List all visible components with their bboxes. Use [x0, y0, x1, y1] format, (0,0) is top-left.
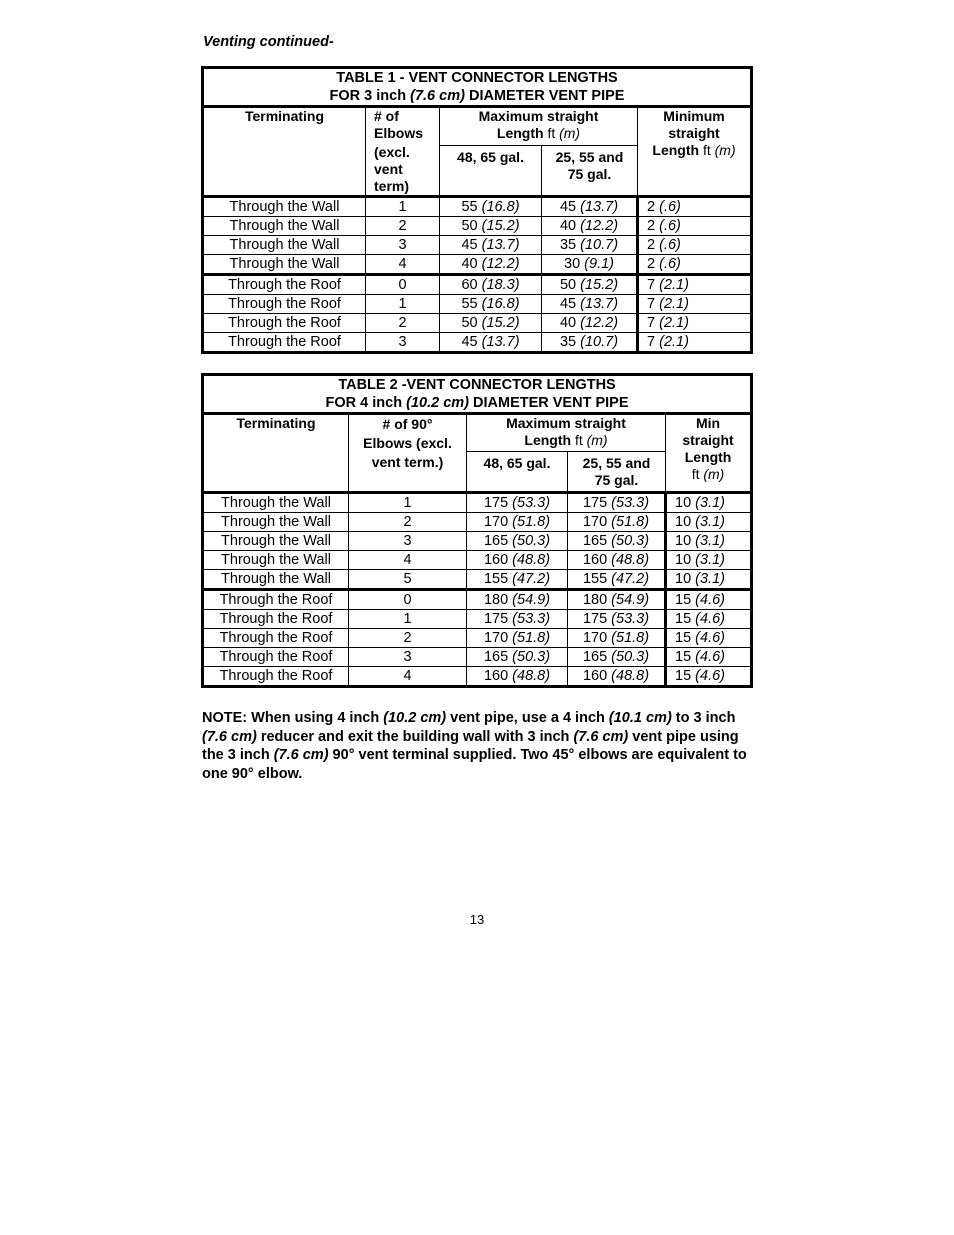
- cell-min-length: 7 (2.1): [638, 333, 752, 353]
- cell-length-25-55-75: 160 (48.8): [568, 551, 666, 570]
- cell-elbows: 0: [349, 590, 467, 610]
- caption-line-2: FOR 4 inch (10.2 cm) DIAMETER VENT PIPE: [325, 395, 629, 411]
- table-row: [203, 590, 752, 610]
- col-header-terminating: Terminating: [203, 414, 349, 493]
- cell-length-25-55-75: 40 (12.2): [542, 217, 638, 236]
- table-row: [203, 314, 752, 333]
- col-header-max-length: Maximum straight Length ft (m): [440, 107, 638, 146]
- cell-length-25-55-75: 30 (9.1): [542, 255, 638, 275]
- vent-table-4inch: [201, 373, 753, 688]
- cell-min-length: 2 (.6): [638, 236, 752, 255]
- cell-terminating: Through the Roof: [203, 333, 366, 353]
- cell-elbows: 2: [349, 629, 467, 648]
- cell-terminating: Through the Wall: [203, 493, 349, 513]
- caption-line-2: FOR 3 inch (7.6 cm) DIAMETER VENT PIPE: [329, 88, 625, 104]
- table-row: [203, 610, 752, 629]
- table-row: [203, 295, 752, 314]
- vent-table-3inch: [201, 66, 753, 354]
- col-header-elbows: # of Elbows (excl. vent term): [366, 107, 440, 197]
- caption-line-1: TABLE 2 -VENT CONNECTOR LENGTHS: [338, 377, 616, 393]
- cell-length-25-55-75: 45 (13.7): [542, 197, 638, 217]
- cell-length-48-65: 50 (15.2): [440, 217, 542, 236]
- cell-length-48-65: 55 (16.8): [440, 197, 542, 217]
- table-row: [203, 236, 752, 255]
- cell-min-length: 10 (3.1): [666, 551, 752, 570]
- cell-length-48-65: 40 (12.2): [440, 255, 542, 275]
- cell-length-25-55-75: 165 (50.3): [568, 532, 666, 551]
- cell-elbows: 4: [349, 667, 467, 687]
- cell-length-48-65: 50 (15.2): [440, 314, 542, 333]
- cell-elbows: 3: [366, 333, 440, 353]
- cell-elbows: 3: [349, 532, 467, 551]
- cell-elbows: 3: [366, 236, 440, 255]
- cell-min-length: 15 (4.6): [666, 590, 752, 610]
- cell-elbows: 1: [349, 493, 467, 513]
- cell-min-length: 15 (4.6): [666, 629, 752, 648]
- cell-min-length: 10 (3.1): [666, 513, 752, 532]
- cell-length-48-65: 55 (16.8): [440, 295, 542, 314]
- cell-length-25-55-75: 165 (50.3): [568, 648, 666, 667]
- cell-terminating: Through the Roof: [203, 648, 349, 667]
- table-row: [203, 629, 752, 648]
- cell-terminating: Through the Wall: [203, 532, 349, 551]
- cell-elbows: 2: [349, 513, 467, 532]
- cell-elbows: 1: [366, 295, 440, 314]
- table-row: [203, 255, 752, 275]
- cell-min-length: 2 (.6): [638, 197, 752, 217]
- table-row: [203, 275, 752, 295]
- cell-length-25-55-75: 170 (51.8): [568, 629, 666, 648]
- cell-terminating: Through the Roof: [203, 295, 366, 314]
- cell-min-length: 2 (.6): [638, 217, 752, 236]
- table-caption: [203, 68, 752, 107]
- cell-length-48-65: 160 (48.8): [467, 551, 568, 570]
- note-paragraph: NOTE: When using 4 inch (10.2 cm) vent pipe, use a 4 inch (10.1 cm) to 3 inch (7.6 cm) reducer and exit the building wall with 3 inch (7.6 cm) vent pipe using the 3 inch (7.6 cm) 90° vent terminal supplied. Two 45° elbows are equivalent to one 90° elbow.: [202, 710, 747, 783]
- table-row: [203, 570, 752, 590]
- cell-terminating: Through the Wall: [203, 197, 366, 217]
- cell-min-length: 7 (2.1): [638, 314, 752, 333]
- cell-terminating: Through the Wall: [203, 551, 349, 570]
- cell-length-48-65: 175 (53.3): [467, 610, 568, 629]
- cell-terminating: Through the Roof: [203, 314, 366, 333]
- cell-length-48-65: 155 (47.2): [467, 570, 568, 590]
- cell-elbows: 5: [349, 570, 467, 590]
- cell-min-length: 15 (4.6): [666, 648, 752, 667]
- cell-length-48-65: 170 (51.8): [467, 513, 568, 532]
- col-header-max-length: Maximum straight Length ft (m): [467, 414, 666, 452]
- caption-line-1: TABLE 1 - VENT CONNECTOR LENGTHS: [336, 70, 618, 86]
- cell-min-length: 7 (2.1): [638, 295, 752, 314]
- cell-terminating: Through the Wall: [203, 236, 366, 255]
- cell-elbows: 1: [366, 197, 440, 217]
- cell-min-length: 10 (3.1): [666, 570, 752, 590]
- col-header-elbows: # of 90° Elbows (excl. vent term.): [349, 414, 467, 493]
- cell-terminating: Through the Wall: [203, 570, 349, 590]
- col-header-25-55-75: 25, 55 and 75 gal.: [542, 145, 638, 196]
- table-row: [203, 532, 752, 551]
- table-row: [203, 513, 752, 532]
- cell-terminating: Through the Wall: [203, 513, 349, 532]
- cell-elbows: 4: [349, 551, 467, 570]
- cell-length-48-65: 45 (13.7): [440, 236, 542, 255]
- cell-elbows: 1: [349, 610, 467, 629]
- col-header-48-65: 48, 65 gal.: [467, 452, 568, 493]
- cell-terminating: Through the Roof: [203, 610, 349, 629]
- table-row: [203, 648, 752, 667]
- table-row: [203, 333, 752, 353]
- table-row: [203, 217, 752, 236]
- cell-length-25-55-75: 35 (10.7): [542, 236, 638, 255]
- cell-length-25-55-75: 175 (53.3): [568, 610, 666, 629]
- cell-length-25-55-75: 180 (54.9): [568, 590, 666, 610]
- cell-min-length: 15 (4.6): [666, 610, 752, 629]
- cell-length-25-55-75: 155 (47.2): [568, 570, 666, 590]
- cell-terminating: Through the Roof: [203, 275, 366, 295]
- col-header-25-55-75: 25, 55 and 75 gal.: [568, 452, 666, 493]
- cell-elbows: 2: [366, 314, 440, 333]
- cell-terminating: Through the Wall: [203, 217, 366, 236]
- cell-elbows: 2: [366, 217, 440, 236]
- table-row: [203, 551, 752, 570]
- col-header-min-length: Min straight Length ft (m): [666, 414, 752, 493]
- cell-min-length: 7 (2.1): [638, 275, 752, 295]
- cell-terminating: Through the Roof: [203, 629, 349, 648]
- cell-length-25-55-75: 45 (13.7): [542, 295, 638, 314]
- cell-length-48-65: 60 (18.3): [440, 275, 542, 295]
- cell-elbows: 0: [366, 275, 440, 295]
- cell-min-length: 10 (3.1): [666, 532, 752, 551]
- cell-elbows: 4: [366, 255, 440, 275]
- table-caption: [203, 375, 752, 414]
- cell-length-48-65: 45 (13.7): [440, 333, 542, 353]
- cell-length-25-55-75: 35 (10.7): [542, 333, 638, 353]
- cell-length-48-65: 165 (50.3): [467, 532, 568, 551]
- cell-terminating: Through the Roof: [203, 667, 349, 687]
- cell-length-25-55-75: 175 (53.3): [568, 493, 666, 513]
- cell-length-25-55-75: 160 (48.8): [568, 667, 666, 687]
- cell-length-48-65: 180 (54.9): [467, 590, 568, 610]
- cell-elbows: 3: [349, 648, 467, 667]
- cell-length-48-65: 170 (51.8): [467, 629, 568, 648]
- cell-terminating: Through the Wall: [203, 255, 366, 275]
- cell-min-length: 2 (.6): [638, 255, 752, 275]
- cell-length-48-65: 160 (48.8): [467, 667, 568, 687]
- cell-length-25-55-75: 170 (51.8): [568, 513, 666, 532]
- table-row: [203, 493, 752, 513]
- table-row: [203, 667, 752, 687]
- page-number: 13: [469, 912, 485, 927]
- table-row: [203, 197, 752, 217]
- col-header-48-65: 48, 65 gal.: [440, 145, 542, 196]
- cell-terminating: Through the Roof: [203, 590, 349, 610]
- cell-min-length: 10 (3.1): [666, 493, 752, 513]
- cell-length-25-55-75: 40 (12.2): [542, 314, 638, 333]
- col-header-min-length: Minimum straight Length ft (m): [638, 107, 752, 197]
- cell-length-48-65: 175 (53.3): [467, 493, 568, 513]
- cell-length-48-65: 165 (50.3): [467, 648, 568, 667]
- cell-min-length: 15 (4.6): [666, 667, 752, 687]
- cell-length-25-55-75: 50 (15.2): [542, 275, 638, 295]
- section-heading: Venting continued-: [203, 34, 334, 50]
- col-header-terminating: Terminating: [203, 107, 366, 197]
